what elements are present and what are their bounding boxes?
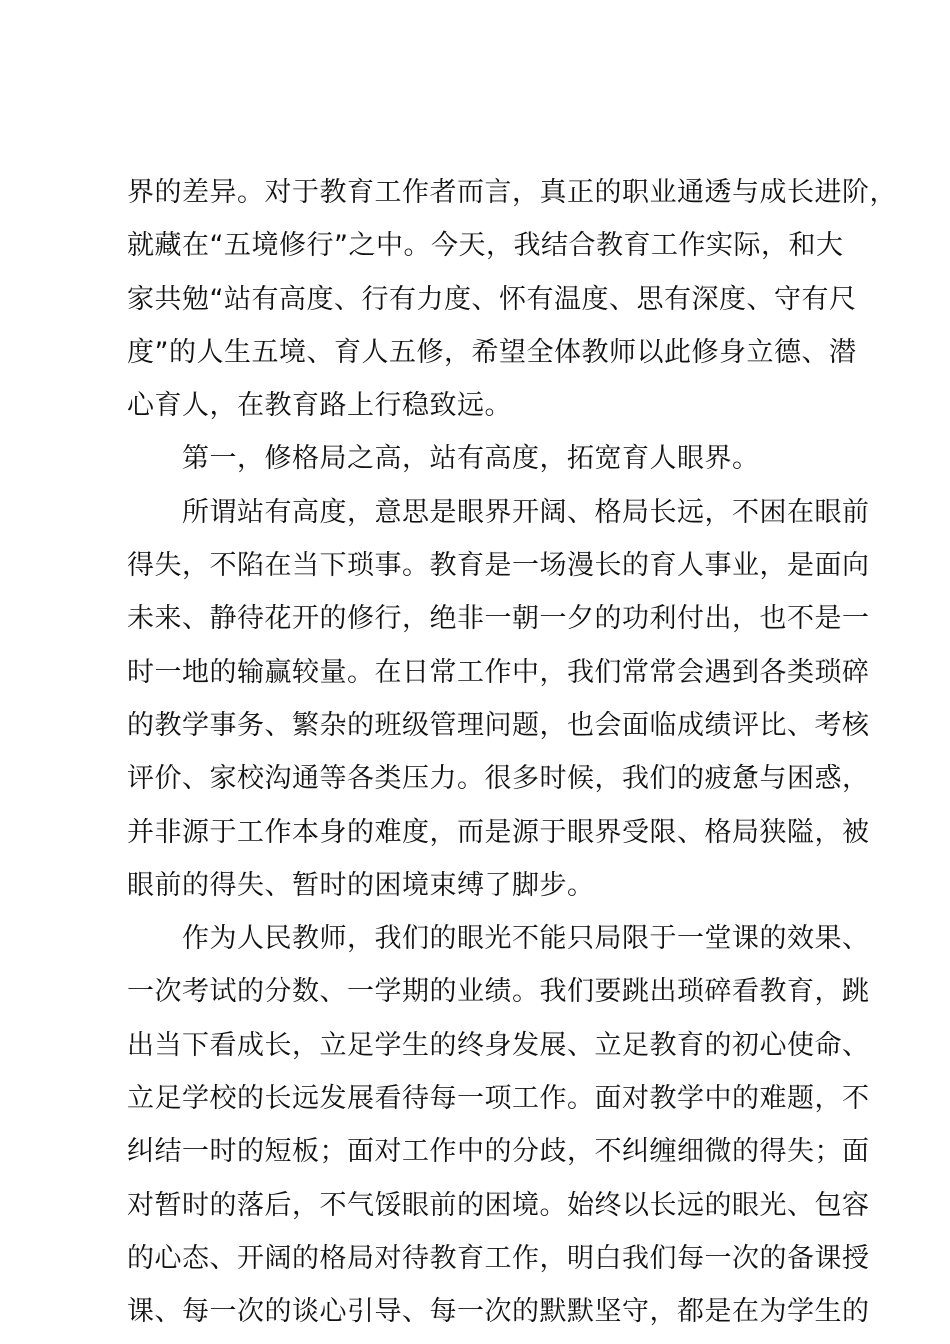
text-line: 出当下看成长，立足学生的终身发展、立足教育的初心使命、 <box>127 1029 870 1061</box>
text-line: 心育人，在教育路上行稳致远。 <box>127 390 512 422</box>
text-line: 时一地的输赢较量。在日常工作中，我们常常会遇到各类琐碎 <box>127 656 870 688</box>
text-line: 作为人民教师，我们的眼光不能只局限于一堂课的效果、 <box>127 923 870 955</box>
text-line: 未来、静待花开的修行，绝非一朝一夕的功利付出，也不是一 <box>127 603 870 635</box>
text-line: 的教学事务、繁杂的班级管理问题，也会面临成绩评比、考核 <box>127 709 870 741</box>
text-line: 界的差异。对于教育工作者而言，真正的职业通透与成长进阶， <box>127 177 897 208</box>
body-text <box>127 166 897 1339</box>
text-line: 纠结一时的短板；面对工作中的分歧，不纠缠细微的得失；面 <box>127 1136 870 1168</box>
text-line: 并非源于工作本身的难度，而是源于眼界受限、格局狭隘，被 <box>127 816 870 848</box>
text-line: 课、每一次的谈心引导、每一次的默默坚守，都是在为学生的 <box>127 1296 870 1328</box>
text-line: 眼前的得失、暂时的困境束缚了脚步。 <box>127 869 595 901</box>
text-line: 一次考试的分数、一学期的业绩。我们要跳出琐碎看教育，跳 <box>127 976 870 1008</box>
text-line: 对暂时的落后，不气馁眼前的困境。始终以长远的眼光、包容 <box>127 1189 870 1221</box>
text-line: 就藏在“五境修行”之中。今天，我结合教育工作实际，和大 <box>127 230 844 262</box>
text-line: 所谓站有高度，意思是眼界开阔、格局长远，不困在眼前 <box>127 496 870 528</box>
section-heading: 第一，修格局之高，站有高度，拓宽育人眼界。 <box>127 443 760 475</box>
text-line: 家共勉“站有高度、行有力度、怀有温度、思有深度、守有尺 <box>127 283 857 315</box>
text-line: 评价、家校沟通等各类压力。很多时候，我们的疲惫与困惑， <box>127 763 870 795</box>
text-line: 立足学校的长远发展看待每一项工作。面对教学中的难题，不 <box>127 1083 870 1115</box>
text-line: 得失，不陷在当下琐事。教育是一场漫长的育人事业，是面向 <box>127 550 870 582</box>
text-line: 度”的人生五境、育人五修，希望全体教师以此修身立德、潜 <box>127 336 857 368</box>
text-line: 的心态、开阔的格局对待教育工作，明白我们每一次的备课授 <box>127 1242 870 1274</box>
